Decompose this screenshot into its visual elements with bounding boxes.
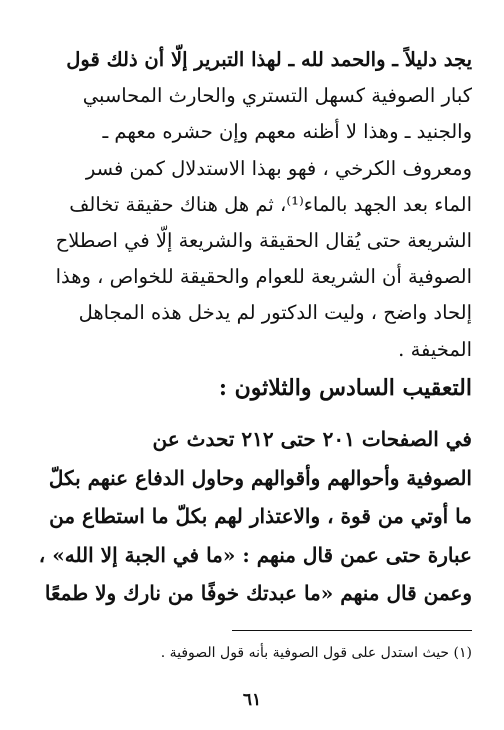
footnote-divider [232, 630, 472, 631]
text-line: ما أوتي من قوة ، والاعتذار لهم بكلّ ما استطاع من [49, 504, 472, 528]
text-line: عبارة حتى عمن قال منهم : «ما في الجبة إلا الله» ، [38, 542, 472, 567]
second-paragraph [32, 420, 472, 613]
text-line: الماء بعد الجهد بالماء⁽¹⁾، ثم هل هناك حقيقة تخالف [69, 192, 472, 216]
text-line: في الصفحات ٢٠١ حتى ٢١٢ تحدث عن [152, 427, 472, 451]
text-line: الصوفية أن الشريعة للعوام والحقيقة للخواص ، وهذا [55, 265, 472, 289]
text-line: الصوفية وأحوالهم وأقوالهم وحاول الدفاع عنهم بكلّ [48, 465, 472, 490]
text-line: وعمن قال منهم «ما عبدتك خوفًا من نارك ولا طمعًا [44, 581, 472, 605]
text-line: ومعروف الكرخي ، فهو بهذا الاستدلال كمن فسر [85, 156, 472, 180]
text-line: المخيفة . [398, 337, 472, 361]
text-line: الشريعة حتى يُقال الحقيقة والشريعة إلّا في اصطلاح [55, 228, 472, 252]
text-line: كبار الصوفية كسهل التستري والحارث المحاسبي [82, 84, 472, 108]
text-line: إلحاد واضح ، وليت الدكتور لم يدخل هذه المجاهل [78, 301, 472, 325]
text-line: والجنيد ـ وهذا لا أظنه معهم وإن حشره معهم ـ [102, 120, 472, 144]
body-paragraph [32, 42, 472, 368]
footnote: (١) حيث استدل على قول الصوفية بأنه قول الصوفية . [160, 645, 472, 661]
page-number: ٦١ [242, 690, 262, 710]
text-line: يجد دليلاً ـ والحمد لله ـ لهذا التبرير إلّا أن ذلك قول [66, 48, 472, 71]
section-heading: التعقيب السادس والثلاثون : [218, 375, 472, 401]
